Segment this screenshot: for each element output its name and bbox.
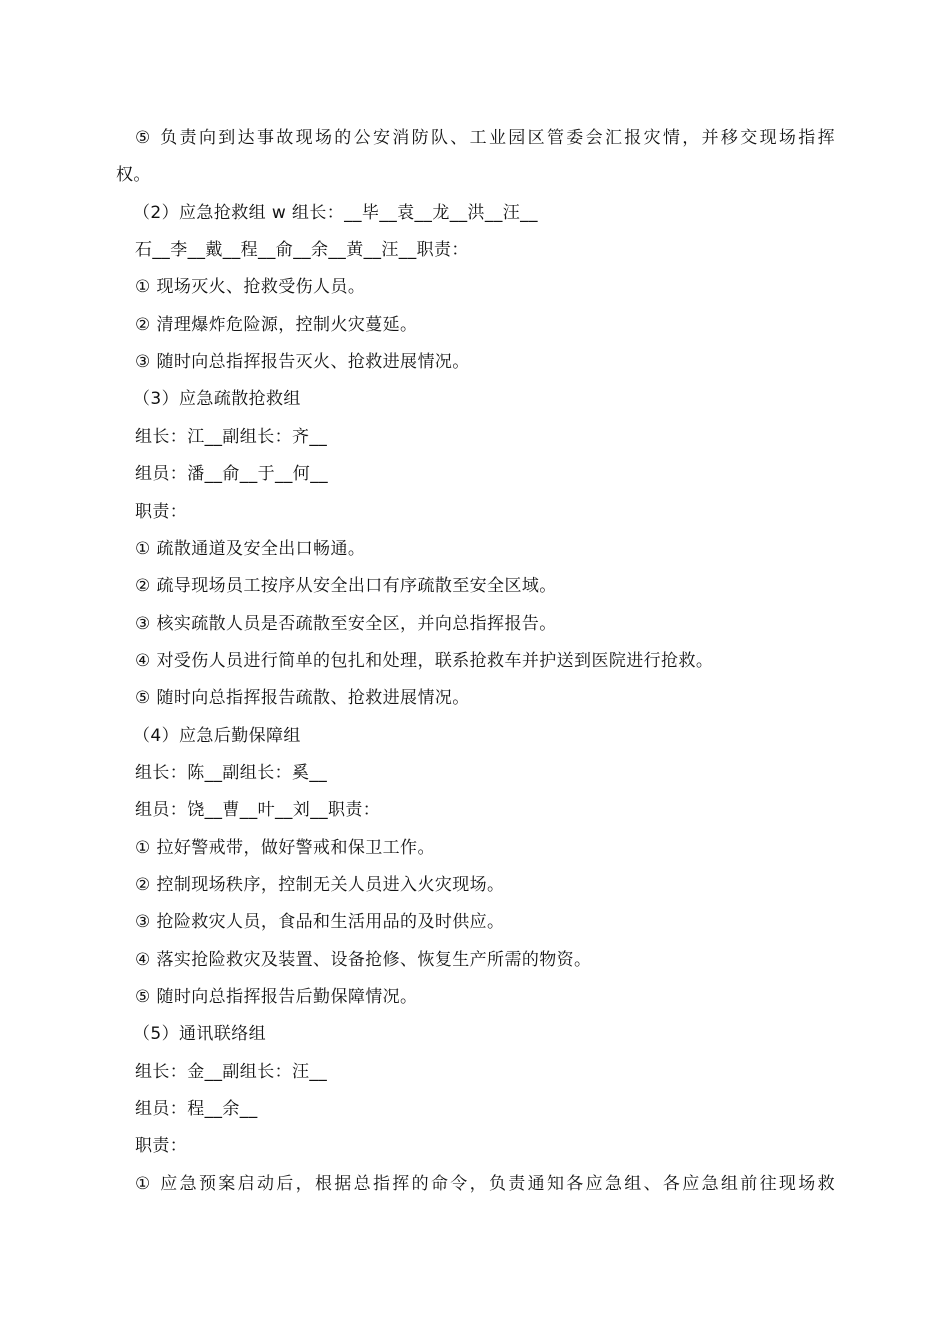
text-line-22: ③ 抢险救灾人员，食品和生活用品的及时供应。 [135,912,505,932]
text-line-9: 组长：江__副组长：齐__ [135,427,328,447]
text-line-19: 组员：饶__曹__叶__刘__职责： [135,800,381,820]
text-line-13: ② 疏导现场员工按序从安全出口有序疏散至安全区域。 [135,576,557,596]
text-line-24: ⑤ 随时向总指挥报告后勤保障情况。 [135,987,418,1007]
text-line-2: 权。 [116,165,151,185]
text-line-29: ① 应急预案启动后，根据总指挥的命令，负责通知各应急组、各应急组前往现场救 [135,1174,835,1194]
text-line-21: ② 控制现场秩序，控制无关人员进入火灾现场。 [135,875,505,895]
text-line-23: ④ 落实抢险救灾及装置、设备抢修、恢复生产所需的物资。 [135,950,592,970]
text-line-14: ③ 核实疏散人员是否疏散至安全区，并向总指挥报告。 [135,614,557,634]
text-line-6: ② 清理爆炸危险源，控制火灾蔓延。 [135,315,418,335]
section-heading-3: （3）应急疏散抢救组 [133,389,301,409]
text-line-7: ③ 随时向总指挥报告灭火、抢救进展情况。 [135,352,470,372]
text-line-11: 职责： [135,502,188,522]
text-line-18: 组长：陈__副组长：奚__ [135,763,328,783]
text-line-4: 石__李__戴__程__俞__余__黄__汪__职责： [135,240,469,260]
text-line-10: 组员：潘__俞__于__何__ [135,464,328,484]
text-line-20: ① 拉好警戒带，做好警戒和保卫工作。 [135,838,435,858]
text-line-5: ① 现场灭火、抢救受伤人员。 [135,277,366,297]
section-heading-5: （5）通讯联络组 [133,1024,267,1044]
text-line-15: ④ 对受伤人员进行简单的包扎和处理，联系抢救车并护送到医院进行抢救。 [135,651,714,671]
text-line-1: ⑤ 负责向到达事故现场的公安消防队、工业园区管委会汇报灾情，并移交现场指挥 [135,128,835,148]
section-heading-4: （4）应急后勤保障组 [133,726,301,746]
section-heading-2: （2）应急抢救组 w 组长：__毕__袁__龙__洪__汪__ [133,203,538,223]
text-line-26: 组长：金__副组长：汪__ [135,1062,328,1082]
text-line-27: 组员：程__余__ [135,1099,258,1119]
text-line-28: 职责： [135,1136,188,1156]
text-line-12: ① 疏散通道及安全出口畅通。 [135,539,366,559]
text-line-16: ⑤ 随时向总指挥报告疏散、抢救进展情况。 [135,688,470,708]
